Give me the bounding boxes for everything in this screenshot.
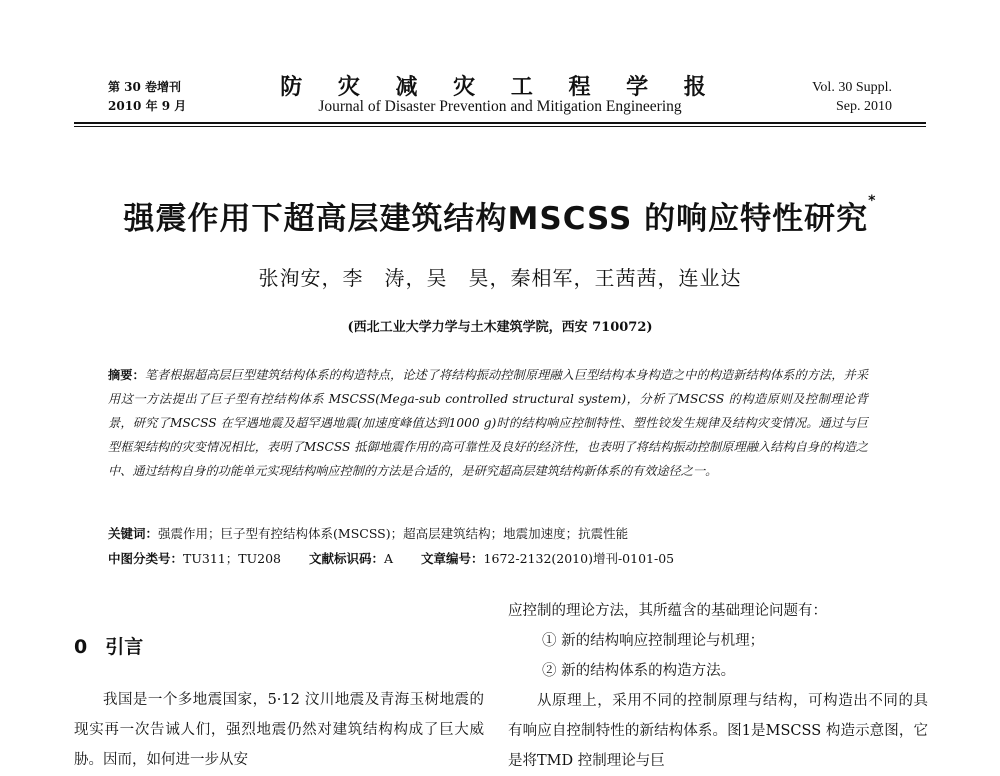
article-number-value: 1672-2132(2010)增刊-0101-05 [483,551,675,566]
left-column [74,685,484,775]
abstract-text: 笔者根据超高层巨型建筑结构体系的构造特点，论述了将结构振动控制原理融入巨型结构本身构造之中的构造新结构体系的方法，并采用这一方法提出了巨子型有控结构体系 MSCSS(Mega-sub controlled structural system)，分析了MSCSS 的构造原则及控制理论背景，研究了MSCSS 在罕遇地震及超罕遇地震(加速度峰值达到1000 g)时的结构响应控制特性、塑性铰发生规律及结构灾变情况。通过与巨型框架结构的灾变情况相比，表明了MSCSS 抵御地震作用的高可靠性及良好的经济性，也表明了将结构振动控制原理融入结构自身的构造之中、通过结构自身的功能单元实现结构响应控制的方法是合适的，是研究超高层建筑结构新体系的有效途径之一。 [108,368,869,478]
author-list: 张洵安，李 涛，吴 昊，秦相军，王茜茜，连业达 [258,266,742,290]
right-continuation-line: 应控制的理论方法，其所蕴含的基础理论问题有： [508,603,827,619]
abstract [108,363,868,483]
keywords-text: 强震作用；巨子型有控结构体系(MSCSS)；超高层建筑结构；地震加速度；抗震性能 [158,526,629,541]
volume-issue: 第 30 卷增刊 [108,80,182,94]
journal-title-chinese: 防 灾 减 灾 工 程 学 报 [280,74,720,100]
list-item-1: ① 新的结构响应控制理论与机理； [542,633,765,649]
header-rule-thin [74,126,926,127]
clc-value: TU311；TU208 [183,551,281,566]
article-title [0,193,1000,238]
date-english: Sep. 2010 [836,99,892,114]
affiliation: (西北工业大学力学与土木建筑学院，西安 710072) [347,320,653,335]
list-item-2: ② 新的结构体系的构造方法。 [542,663,736,679]
volume-english: Vol. 30 Suppl. [812,80,892,95]
right-paragraph: 从原理上，采用不同的控制原理与结构，可构造出不同的具有响应自控制特性的新结构体系。图1是MSCSS 构造示意图，它是将TMD 控制理论与巨 [508,693,928,769]
section-number: 0 [74,636,88,658]
section-title: 引言 [105,636,144,658]
article-number-label: 文章编号： [421,551,484,566]
article-title-text: 强震作用下超高层建筑结构MSCSS 的响应特性研究 [123,201,869,237]
right-column [508,596,928,776]
journal-volume-info [108,78,186,116]
clc-label: 中图分类号： [108,551,184,566]
publication-date: 2010 年 9 月 [108,99,187,113]
header-rule-thick [74,122,926,124]
doc-code-label: 文献标识码： [308,551,384,566]
intro-paragraph: 我国是一个多地震国家，5·12 汶川地震及青海玉树地震的现实再一次告诫人们，强烈地震仍然对建筑结构构成了巨大威胁。因而，如何进一步从安 [74,692,484,768]
keywords [108,524,628,542]
title-footnote-mark: * [868,193,877,209]
section-heading [74,632,143,659]
journal-title-english: Journal of Disaster Prevention and Mitigation Engineering [318,98,682,115]
doc-code-value: A [384,551,394,566]
classification-line [108,549,674,567]
keywords-label: 关键词： [108,526,159,541]
abstract-label: 摘要： [108,368,145,382]
journal-volume-info-english [812,78,892,116]
